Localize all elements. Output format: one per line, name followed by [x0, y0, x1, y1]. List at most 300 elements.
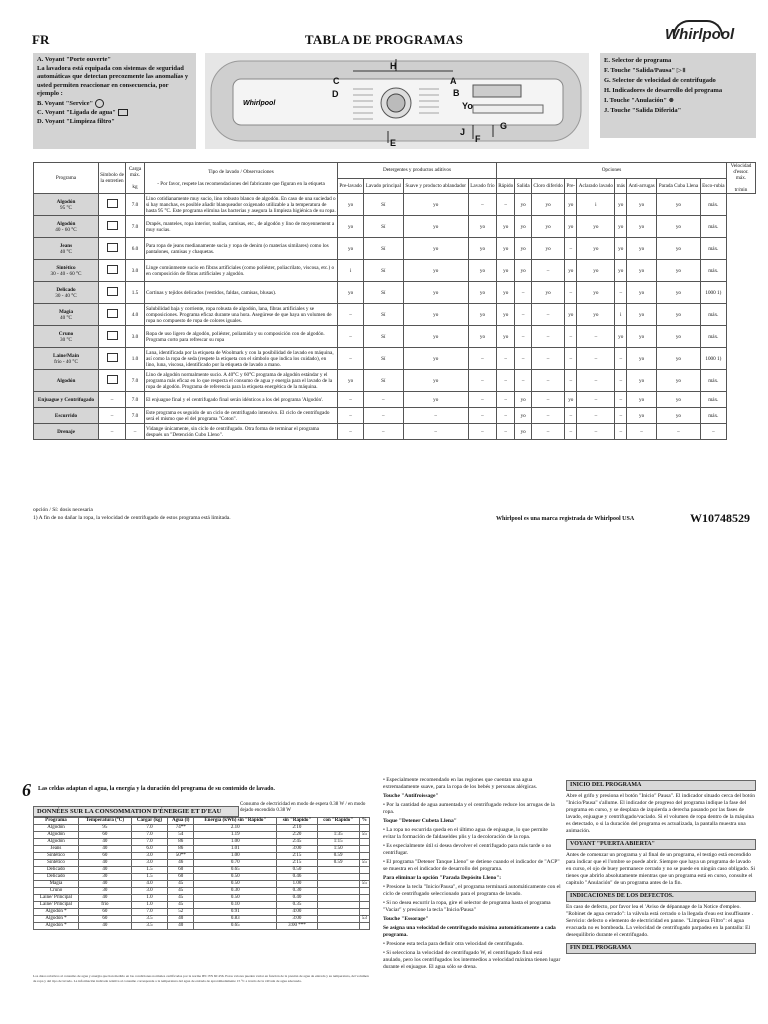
consumption-cell: 0.35: [277, 902, 317, 909]
play-pause-icon: ▷॥: [676, 67, 686, 74]
load-cell: 7.0: [126, 194, 145, 216]
options-description-column: [383, 777, 561, 973]
washing-machine-panel-illustration: [203, 53, 593, 151]
load-cell: 6.0: [126, 238, 145, 260]
option-cell: –: [565, 326, 577, 348]
consumption-cell: Algodón *: [34, 909, 79, 916]
option-cell: –: [468, 392, 496, 408]
program-name: Enjuague y Centrifugado: [37, 396, 95, 403]
program-name-cell: [34, 194, 99, 216]
options-paragraph: Touche "Essorage": [383, 916, 429, 922]
program-temp: 40 - 60 °C: [55, 226, 77, 233]
care-symbol-cell: [99, 424, 126, 440]
option-cell: –: [515, 304, 531, 326]
option-cell: yo: [577, 238, 615, 260]
table-row: [34, 194, 756, 216]
option-cell: –: [468, 424, 496, 440]
option-cell: –: [338, 304, 364, 326]
option-cell: –: [531, 348, 564, 370]
table-row: [34, 282, 756, 304]
consumption-cell: 1:35: [317, 832, 359, 839]
option-cell: yo: [657, 326, 701, 348]
option-cell: yo: [515, 408, 531, 424]
consumption-cell: [359, 853, 369, 860]
options-paragraph: • Por la cantidad de agua aumentada y el centrifugado reduce los arrugas de la ropa.: [383, 802, 555, 815]
consumption-cell: Algodón: [34, 825, 79, 832]
option-cell: yo: [627, 260, 657, 282]
option-cell: –: [615, 392, 627, 408]
option-cell: yo: [657, 348, 701, 370]
consumption-cell: Delicado: [34, 874, 79, 881]
option-cell: yo: [565, 392, 577, 408]
description-cell: Vidange únicamente, sin ciclo de centrifugado. Otra forma de terminar el programa después un "Detención Cubo Lleno".: [145, 424, 338, 440]
callout-h: H: [390, 61, 397, 71]
consumption-row: [34, 888, 370, 895]
option-cell: –: [468, 370, 496, 392]
option-cell: –: [565, 238, 577, 260]
option-cell: yo: [627, 304, 657, 326]
consumption-table-body: [34, 825, 370, 930]
option-cell: yo: [615, 326, 627, 348]
consumption-table: [33, 817, 370, 930]
option-cell: yo: [615, 238, 627, 260]
option-cell: –: [496, 408, 514, 424]
option-cell: yo: [657, 392, 701, 408]
section-start-program: INICIO DEL PROGRAMA: [566, 780, 756, 791]
program-name-cell: [34, 238, 99, 260]
table-row: [34, 304, 756, 326]
legend-left-panel: [33, 53, 196, 149]
subheader-cell: Pre-: [565, 178, 577, 194]
option-cell: yo: [496, 260, 514, 282]
consumption-col-header: Programa: [34, 818, 79, 825]
option-cell: –: [531, 326, 564, 348]
option-cell: –: [531, 424, 564, 440]
callout-g: G: [500, 121, 508, 131]
consumption-cell: 3.0: [131, 860, 167, 867]
subheader-cell: Salida: [515, 178, 531, 194]
option-cell: máx.: [700, 216, 726, 238]
option-cell: yo: [338, 216, 364, 238]
consumption-cell: [317, 881, 359, 888]
consumption-cell: 55: [359, 881, 369, 888]
option-cell: –: [531, 304, 564, 326]
option-cell: yo: [403, 326, 468, 348]
option-cell: yo: [577, 260, 615, 282]
consumption-cell: 30: [78, 888, 131, 895]
consumption-cell: 0.40: [277, 895, 317, 902]
table-row: [34, 326, 756, 348]
consumption-cell: 45: [168, 888, 194, 895]
consumption-row: [34, 860, 370, 867]
option-cell: yo: [515, 424, 531, 440]
consumption-cell: 0.30: [277, 888, 317, 895]
consumption-cell: 1.00: [194, 839, 277, 846]
consumption-cell: 0.59: [317, 853, 359, 860]
option-cell: yo: [657, 408, 701, 424]
option-cell: –: [403, 424, 468, 440]
load-cell: 1.5: [126, 282, 145, 304]
legend-right-panel: [600, 53, 756, 138]
consumption-cell: 0.83: [194, 916, 277, 923]
section-intro: Las celdas adaptan el agua, la energía y la duración del programa de su contenido de lavado.: [38, 786, 275, 792]
program-name-cell: [34, 216, 99, 238]
option-cell: yo: [657, 238, 701, 260]
option-cell: –: [496, 370, 514, 392]
option-cell: yo: [565, 194, 577, 216]
option-cell: yo: [531, 238, 564, 260]
consumption-cell: 0.50: [194, 881, 277, 888]
option-cell: –: [338, 392, 364, 408]
callout-c: C: [333, 76, 340, 86]
consumption-cell: 0.70: [194, 860, 277, 867]
option-cell: –: [565, 424, 577, 440]
section-fault-indications: INDICACIONES DE LOS DEFECTOS.: [566, 891, 756, 902]
description-cell: El enjuague final y el centrifugado final serán idénticos a los del programa 'Algodón'.: [145, 392, 338, 408]
consumption-cell: [317, 916, 359, 923]
consumption-cell: 55: [359, 832, 369, 839]
table-header-row: [34, 163, 756, 179]
options-paragraph: Touche "Antifroissage": [383, 793, 439, 799]
consumption-cell: 40: [78, 923, 131, 930]
option-cell: yo: [577, 216, 615, 238]
option-cell: –: [364, 408, 403, 424]
consumption-cell: Algodón *: [34, 923, 79, 930]
option-cell: –: [338, 326, 364, 348]
table-row: [34, 392, 756, 408]
options-paragraph: • La ropa no escurrida queda en el último agua de enjuague, lo que permite evitar la formación de faldaseldes plis y la decoloración de la ropa.: [383, 827, 548, 840]
consumption-cell: [359, 895, 369, 902]
consumption-cell: 3:00 ***: [277, 923, 317, 930]
trademark-note: Whirlpool es una marca registrada de Whirlpool USA: [496, 516, 635, 522]
load-cell: 7.0: [126, 216, 145, 238]
subheader-cell: Pre-lavado: [338, 178, 364, 194]
consumption-row: [34, 839, 370, 846]
description-cell: Lana, identificada por la etiqueta de Woolmark y con la posibilidad de lavado en máquina, así como la ropa de seda (respete la etiqueta con el símbolo que indica los cuidado), en lino, luna, viscosa, identificado por la etiqueta de lavado a mano.: [145, 348, 338, 370]
option-cell: yo: [657, 194, 701, 216]
consumption-cell: [359, 909, 369, 916]
load-cell: 3.0: [126, 326, 145, 348]
consumption-col-header: con "Rápido": [317, 818, 359, 825]
consumption-cell: 0.50: [194, 874, 277, 881]
program-name-cell: [34, 304, 99, 326]
consumption-cell: 1.0: [131, 902, 167, 909]
subheader-cell: Lavado principal: [364, 178, 403, 194]
program-name-cell: [34, 326, 99, 348]
option-cell: –: [468, 408, 496, 424]
program-name-cell: [34, 282, 99, 304]
wash-tub-icon: [107, 375, 118, 384]
option-cell: –: [496, 392, 514, 408]
option-cell: yo: [403, 216, 468, 238]
legend-g: G. Selector de velocidad de centrifugado: [604, 77, 716, 84]
fault-indications-text: En caso de defecto, por favor lea el 'Aviso de dépannage de la Notice d'empleo. "Robinet de agua cerrado": la válvula está cerrado o la llegada d'eau est insuffisante . Servicio: defecto o elemento de electricidad en panne. "Limpieza Filtro": el agua evacuada no es bombeada. La velocidad de centrifugado parpadea en la pantalla: El desequilibrio durante el centrifugado.: [566, 904, 753, 938]
table-row: [34, 216, 756, 238]
option-cell: –: [468, 348, 496, 370]
consumption-row: [34, 832, 370, 839]
description-cell: Ropa de uso ligero de algodón, poliéster, poliamida y su composición con de algodón. Programa corto para refrescar su ropa: [145, 326, 338, 348]
program-temp: 40 °C: [59, 314, 73, 321]
description-cell: Drapés, manteles, ropa interior, toallas, camisas, etc., de algodón y lino de moyennement a muy sucias.: [145, 216, 338, 238]
wash-tub-icon: [107, 265, 118, 274]
consumption-cell: 1:50: [317, 846, 359, 853]
program-name-cell: [34, 424, 99, 440]
option-cell: yo: [403, 370, 468, 392]
consumption-cell: [317, 825, 359, 832]
consumption-cell: Laine/ Principal: [34, 902, 79, 909]
option-cell: yo: [627, 370, 657, 392]
option-cell: yo: [496, 304, 514, 326]
load-cell: 4.0: [126, 304, 145, 326]
option-cell: i: [577, 194, 615, 216]
consumption-cell: [359, 867, 369, 874]
option-cell: –: [496, 348, 514, 370]
wash-tub-icon: [107, 287, 118, 296]
consumption-cell: 60: [78, 853, 131, 860]
program-table-body: [34, 194, 756, 440]
option-cell: máx.: [700, 194, 726, 216]
consumption-col-header: Energía (kWh) sin "Rápido": [194, 818, 277, 825]
care-symbol-cell: [99, 216, 126, 238]
legend-c: C. Voyant "Ligada de agua": [37, 109, 192, 117]
options-paragraph: • Si selecciona la velocidad de centrifugado W, el centrifugado final está anulado, pero los centrifugados los intermedios a velocidad máxima tienen lugar durante el enjuague. El agua sólo se drena.: [383, 950, 561, 970]
program-name: Escurrido: [54, 412, 78, 419]
consumption-cell: 40: [78, 867, 131, 874]
consumption-cell: 3:00: [277, 916, 317, 923]
col-opciones: Opciones: [496, 163, 726, 179]
faucet-icon: [118, 109, 128, 116]
option-cell: yo: [403, 392, 468, 408]
option-cell: máx.: [700, 370, 726, 392]
options-paragraph: • Especialmente recomendado en las regiones que cuentan una agua extremadamente suave, para la ropa de los bebés y personas alérgicas.: [383, 777, 538, 790]
consumption-cell: 40: [78, 895, 131, 902]
option-cell: Sí: [364, 260, 403, 282]
option-cell: yo: [496, 238, 514, 260]
option-cell: yo: [515, 194, 531, 216]
consumption-cell: 40: [168, 923, 194, 930]
program-name: Sintético: [56, 264, 76, 271]
program-temp: 30 - 40 - 60 °C: [50, 270, 82, 277]
option-cell: yo: [515, 392, 531, 408]
option-cell: –: [615, 348, 627, 370]
callout-d: D: [332, 89, 339, 99]
option-cell: –: [515, 370, 531, 392]
consumption-cell: 2:15: [277, 853, 317, 860]
option-cell: yo: [627, 238, 657, 260]
option-cell: yo: [403, 348, 468, 370]
table-row: [34, 424, 756, 440]
program-name: Drenaje: [57, 428, 75, 435]
consumption-cell: 1.00: [194, 853, 277, 860]
consumption-cell: 6.0: [131, 846, 167, 853]
consumption-cell: 40: [168, 916, 194, 923]
option-cell: –: [565, 348, 577, 370]
brand-logo: Whirlpool: [665, 26, 734, 43]
section-number: 6: [22, 780, 31, 800]
consumption-cell: 60: [78, 832, 131, 839]
option-cell: yo: [515, 216, 531, 238]
option-cell: –: [338, 348, 364, 370]
consumption-cell: 45: [168, 881, 194, 888]
options-paragraph: • Es especialmente útil si desea devolver el centrifugado para más tarde o no centrifugar.: [383, 843, 552, 856]
subheader-cell: Suave y producto ablandador: [403, 178, 468, 194]
legend-intro: La lavadora está equipada con sistemas de seguridad automáticas que detectan precozmente las anomalías y usted permiten reaccionar en consecuencia, por ejemplo :: [37, 65, 189, 97]
care-symbol-cell: [99, 238, 126, 260]
consumption-row: [34, 923, 370, 930]
legend-a: A. Voyant "Porte ouverte": [37, 56, 112, 63]
option-cell: yo: [627, 282, 657, 304]
consumption-cell: 2:45: [277, 839, 317, 846]
consumption-cell: 3.0: [131, 853, 167, 860]
col-tipo: Tipo de lavado / Observaciones - Por favor, respete las recomendaciones del fabricante que figuran en la etiqueta: [145, 163, 338, 194]
option-cell: –: [565, 370, 577, 392]
table-row: [34, 408, 756, 424]
option-cell: –: [615, 424, 627, 440]
consumption-cell: [317, 902, 359, 909]
consumption-header-row: [34, 818, 370, 825]
option-cell: yo: [615, 194, 627, 216]
program-name: Magia: [58, 308, 74, 315]
load-cell: 7.0: [126, 392, 145, 408]
callout-b: B: [453, 88, 460, 98]
option-cell: yo: [657, 216, 701, 238]
table-row: [34, 260, 756, 282]
option-cell: i: [338, 260, 364, 282]
option-cell: yo: [496, 282, 514, 304]
option-cell: –: [468, 194, 496, 216]
option-cell: –: [615, 370, 627, 392]
subheader-cell: Parada Cuba Llena: [657, 178, 701, 194]
option-cell: yo: [627, 392, 657, 408]
consumption-row: [34, 909, 370, 916]
consumption-cell: Algodón: [34, 832, 79, 839]
option-cell: yo: [577, 304, 615, 326]
option-cell: –: [496, 194, 514, 216]
description-cell: Lino cotidianamente muy sucio, lino robusto blanco de algodón. En caso de una suciedad o si hay manchas, es posible añadir blanqueador oxigenado utilizable a la temperatura de hasta 95 °C. Este programa elimina las bacterias y asegura la limpieza higiénica de su ropa.: [146, 195, 336, 214]
option-cell: yo: [565, 260, 577, 282]
document-code: W10748529: [690, 511, 750, 525]
program-temp: frío - 40 °C: [54, 358, 78, 365]
option-cell: máx.: [700, 392, 726, 408]
consumption-cell: [359, 874, 369, 881]
bottom-notes: Los datos relativos al consumo de agua y energía que han medido en las condiciones normales certificadas por la norma IEC EN 60 456. Estos valores pueden variar en función de la presión de agua de entrada y su temperatura, del volumen de ropa y del tipo de lavado. La información indicada relativa al consumo corresponde a la temperatura del agua de entrada de aproximadamente 15 °C a través de la válvula de agua adecuada.: [33, 974, 369, 983]
option-cell: yo: [496, 326, 514, 348]
option-cell: –: [531, 260, 564, 282]
language-code: FR: [32, 32, 50, 47]
consumption-col-header: sin "Rápido": [277, 818, 317, 825]
option-cell: –: [565, 282, 577, 304]
option-cell: yo: [338, 370, 364, 392]
options-paragraph: Toque "Detener Cubeta Llena": [383, 818, 457, 824]
consumption-cell: 3.5: [131, 916, 167, 923]
consumption-cell: 4.0: [131, 881, 167, 888]
option-cell: yo: [338, 282, 364, 304]
options-paragraph: • Presione la tecla "Inicio/Pausa", el programa terminará automáticamente con el ciclo de centrifugado seleccionado para el programa de lavado.: [383, 884, 561, 897]
option-cell: yo: [403, 304, 468, 326]
option-cell: yo: [657, 282, 701, 304]
load-cell: 3.0: [126, 260, 145, 282]
option-cell: –: [615, 282, 627, 304]
option-cell: yo: [403, 282, 468, 304]
consumption-cell: 2:10: [277, 825, 317, 832]
load-cell: 7.0: [126, 370, 145, 392]
col-velocidad: Velocidad d'essor. máx. tr/min: [727, 163, 756, 194]
option-cell: –: [700, 424, 726, 440]
option-cell: –: [403, 408, 468, 424]
consumption-row: [34, 881, 370, 888]
legend-b: B. Voyant "Service": [37, 99, 192, 108]
option-cell: –: [531, 370, 564, 392]
description-cell: Salubilidad baja y corriente, ropa robusta de algodón, lana, fibras artificiales y se composiciones. Programa eficaz durante una hora. Asegúrese de que haya un volumen de ropa no compuesto de ropa de colores iguales.: [145, 304, 338, 326]
consumption-cell: 45: [168, 902, 194, 909]
options-paragraph: Para eliminar la opción "Parada Depósito Lleno":: [383, 875, 502, 881]
program-name: Algodón: [56, 377, 76, 384]
program-name-cell: [34, 348, 99, 370]
program-name: Algodón: [56, 220, 76, 227]
option-cell: –: [577, 392, 615, 408]
option-cell: yo: [531, 282, 564, 304]
care-symbol-cell: [99, 408, 126, 424]
consumption-cell: [317, 888, 359, 895]
care-symbol-cell: [99, 392, 126, 408]
consumption-cell: Sintético: [34, 860, 79, 867]
page-title: TABLA DE PROGRAMAS: [304, 32, 464, 47]
consumption-cell: Algodón *: [34, 916, 79, 923]
col-simbolo: Símbolo de la entretien: [99, 163, 126, 194]
consumption-cell: 40: [78, 860, 131, 867]
consumption-cell: 1:15: [317, 839, 359, 846]
program-temp: 30 °C: [59, 336, 73, 343]
consumption-col-header: Agua (l): [168, 818, 194, 825]
option-cell: yo: [468, 326, 496, 348]
consumption-cell: 0.50: [277, 867, 317, 874]
program-name: Cruno: [58, 330, 74, 337]
consumption-cell: [359, 846, 369, 853]
option-cell: –: [615, 408, 627, 424]
consumption-cell: 60: [168, 867, 194, 874]
program-table: [33, 162, 756, 440]
care-symbol-cell: [99, 348, 126, 370]
consumption-cell: 0.46: [277, 874, 317, 881]
option-cell: yo: [657, 260, 701, 282]
option-cell: –: [338, 408, 364, 424]
consumption-col-header: %: [359, 818, 369, 825]
consumption-cell: 1.0: [131, 895, 167, 902]
consumption-cell: 7.0: [131, 909, 167, 916]
consumption-cell: 7.0: [131, 832, 167, 839]
option-cell: yo: [515, 238, 531, 260]
legend-h: H. Indicadores de desarrollo del programa: [604, 87, 723, 94]
consumption-cell: 7.0: [131, 839, 167, 846]
consumption-cell: 1.5: [131, 867, 167, 874]
subheader-cell: Esco-rubia: [700, 178, 726, 194]
care-symbol-cell: [99, 326, 126, 348]
consumption-cell: 40: [78, 881, 131, 888]
consumption-cell: 52: [168, 909, 194, 916]
option-cell: yo: [615, 216, 627, 238]
load-cell: 1.0: [126, 348, 145, 370]
consumption-note: Consumo de electricidad en modo de espera 0.38 W / en modo dejado encendido 0.38 W: [240, 802, 366, 813]
option-cell: máx.: [700, 408, 726, 424]
consumption-cell: [317, 867, 359, 874]
consumption-cell: 2:20: [277, 832, 317, 839]
consumption-col-header: Temperatura (°C): [78, 818, 131, 825]
consumption-cell: 2.10: [194, 825, 277, 832]
section-end-program: FIN DEL PROGRAMA: [566, 943, 756, 954]
consumption-cell: Algodón: [34, 839, 79, 846]
option-cell: yo: [627, 348, 657, 370]
option-cell: yo: [531, 216, 564, 238]
